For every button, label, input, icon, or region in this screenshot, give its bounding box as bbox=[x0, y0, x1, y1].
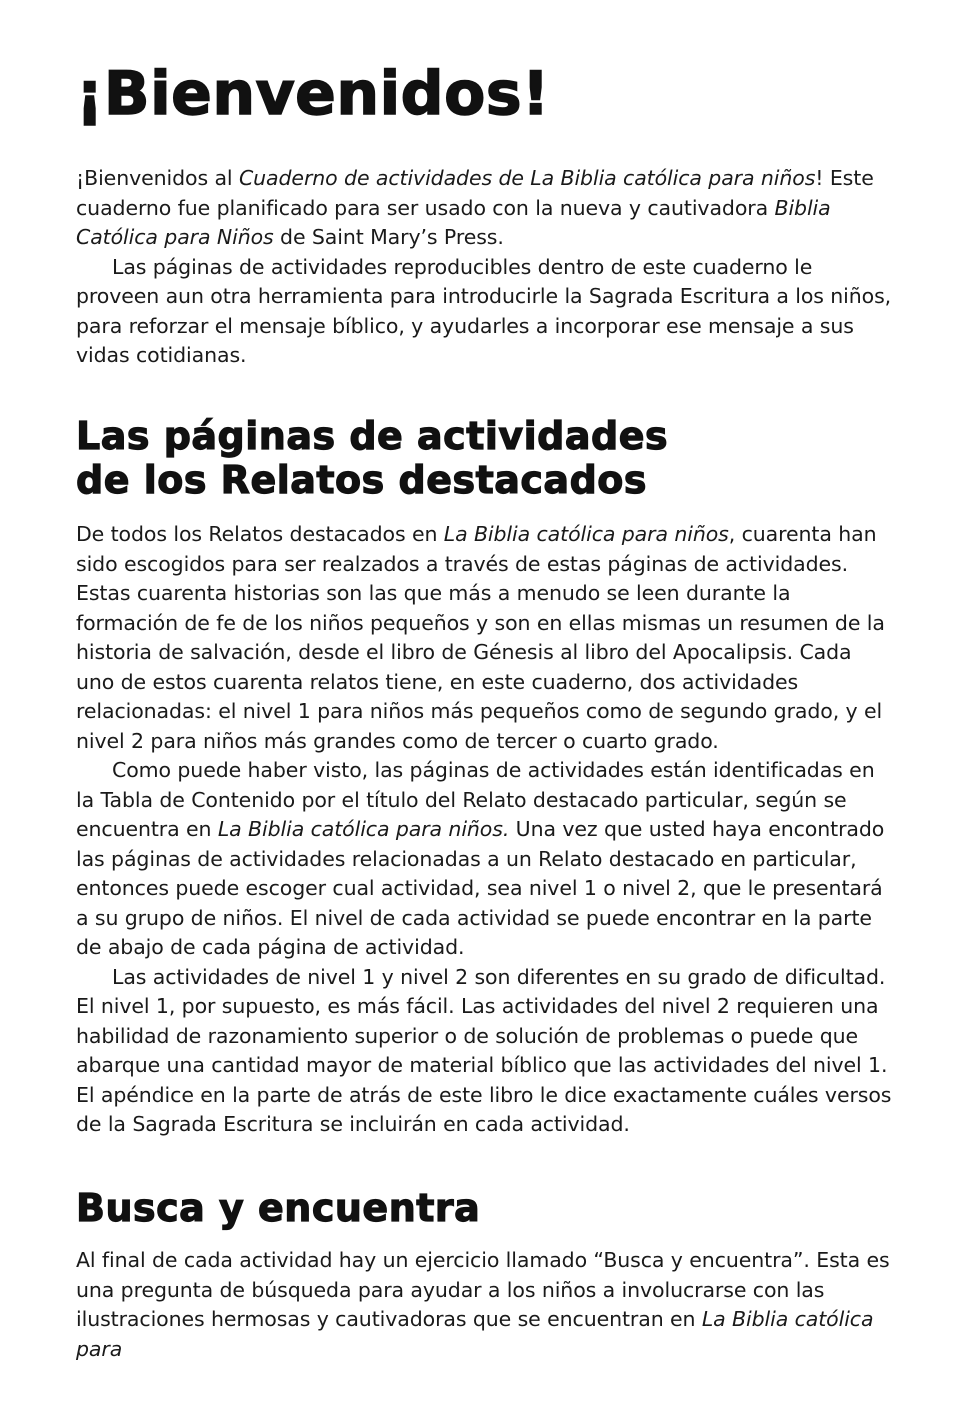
busca-text bbox=[76, 1246, 896, 1364]
bible-title-italic: La Biblia católica para niños bbox=[443, 522, 729, 546]
section-heading-busca: Busca y encuentra bbox=[76, 1186, 481, 1230]
relatos-paragraph-3: Las actividades de nivel 1 y nivel 2 son diferentes en su grado de dificultad. El nivel 1, por supuesto, es más fácil. Las actividades del nivel 2 requieren una habilidad de razonamiento superior o de solución de problemas o puede que abarque una cantidad mayor de material bíblico que las actividades del nivel 1. El apéndice en la parte de atrás de este libro le dice exactamente cuáles versos de la Sagrada Escritura se incluirán en cada actividad. bbox=[76, 964, 892, 1136]
busca-paragraph-1: Al final de cada actividad hay un ejercicio llamado “Busca y encuentra”. Esta es una pregunta de búsqueda para ayudar a los niños a involucrarse con las ilustraciones hermosas y cautivadoras que se encuentran en La Biblia católica para bbox=[76, 1248, 890, 1361]
page-title: ¡Bienvenidos! bbox=[76, 59, 550, 129]
relatos-text bbox=[76, 520, 896, 1140]
section-heading-relatos: Las páginas de actividades de los Relatos destacados bbox=[76, 414, 669, 502]
relatos-paragraph-2: Como puede haber visto, las páginas de actividades están identificadas en la Tabla de Contenido por el título del Relato destacado particular, según se encuentra en La Biblia católica para niños. Una vez que usted haya encontrado las páginas de actividades relacionadas a un Relato destacado en particular, entonces puede escoger cual actividad, sea nivel 1 o nivel 2, que le presentará a su grupo de niños. El nivel de cada actividad se puede encontrar en la parte de abajo de cada página de actividad. bbox=[76, 758, 885, 959]
intro-paragraph-2: Las páginas de actividades reproducibles dentro de este cuaderno le proveen aun otra herramienta para introducirle la Sagrada Escritura a los niños, para reforzar el mensaje bíblico, y ayudarles a incorporar ese mensaje a sus vidas cotidianas. bbox=[76, 254, 892, 367]
bible-title-italic: La Biblia católica para bbox=[76, 1307, 874, 1361]
intro-paragraph-1: ¡Bienvenidos al Cuaderno de actividades de La Biblia católica para niños! Este cuaderno fue planificado para ser usado con la nueva y cautivadora Biblia Católica para Niños de Saint Mary’s Press. bbox=[76, 166, 874, 249]
bible-title-italic: La Biblia católica para niños. bbox=[217, 817, 510, 841]
bible-title-italic: Biblia Católica para Niños bbox=[76, 195, 831, 249]
book-title-italic: Cuaderno de actividades de La Biblia católica para niños bbox=[238, 166, 816, 190]
relatos-paragraph-1: De todos los Relatos destacados en La Biblia católica para niños, cuarenta han sido escogidos para ser realzados a través de estas páginas de actividades. Estas cuarenta historias son las que más a menudo se leen durante la formación de fe de los niños pequeños y son en ellas mismas un resumen de la historia de salvación, desde el libro de Génesis al libro del Apocalipsis. Cada uno de estos cuarenta relatos tiene, en este cuaderno, dos actividades relacionadas: el nivel 1 para niños más pequeños como de segundo grado, y el nivel 2 para niños más grandes como de tercer o cuarto grado. bbox=[76, 522, 885, 753]
intro-text bbox=[76, 164, 896, 371]
